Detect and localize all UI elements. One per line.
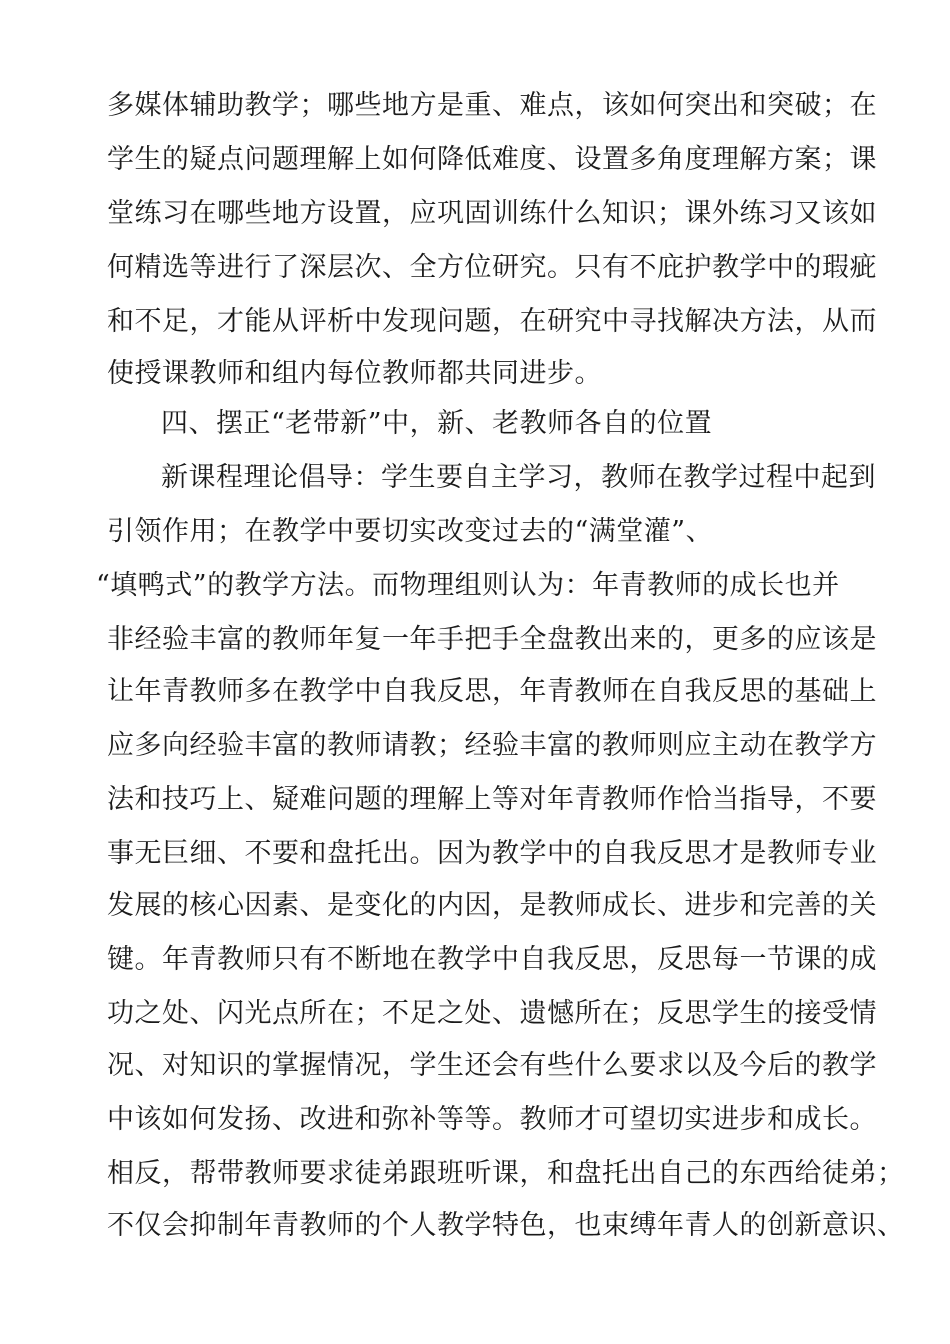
text-line: 使授课教师和组内每位教师都共同进步。 <box>107 358 602 389</box>
text-line: 和不足，才能从评析中发现问题，在研究中寻找解决方法，从而 <box>107 306 877 337</box>
text-line: 新课程理论倡导：学生要自主学习，教师在教学过程中起到 <box>161 462 876 493</box>
text-line: 何精选等进行了深层次、全方位研究。只有不庇护教学中的瑕疵 <box>107 252 877 283</box>
text-line: 发展的核心因素、是变化的内因，是教师成长、进步和完善的关 <box>107 890 877 921</box>
text-line: 事无巨细、不要和盘托出。因为教学中的自我反思才是教师专业 <box>107 838 877 869</box>
text-line: 让年青教师多在教学中自我反思，年青教师在自我反思的基础上 <box>107 676 877 707</box>
text-line: 况、对知识的掌握情况，学生还会有些什么要求以及今后的教学 <box>107 1050 877 1081</box>
text-line: 功之处、闪光点所在；不足之处、遗憾所在；反思学生的接受情 <box>107 998 877 1029</box>
text-line: 相反，帮带教师要求徒弟跟班听课，和盘托出自己的东西给徒弟； <box>107 1158 905 1189</box>
text-line: 法和技巧上、疑难问题的理解上等对年青教师作恰当指导，不要 <box>107 784 877 815</box>
text-line: “填鸭式”的教学方法。而物理组则认为：年青教师的成长也并 <box>96 570 840 601</box>
text-line: 多媒体辅助教学；哪些地方是重、难点，该如何突出和突破；在 <box>107 90 877 121</box>
text-line: 引领作用；在教学中要切实改变过去的“满堂灌”、 <box>107 516 714 547</box>
text-line: 键。年青教师只有不断地在教学中自我反思，反思每一节课的成 <box>107 944 877 975</box>
text-line: 非经验丰富的教师年复一年手把手全盘教出来的，更多的应该是 <box>107 624 877 655</box>
text-line: 中该如何发扬、改进和弥补等等。教师才可望切实进步和成长。 <box>107 1104 877 1135</box>
section-heading: 四、摆正“老带新”中，新、老教师各自的位置 <box>161 408 713 439</box>
text-line: 不仅会抑制年青教师的个人教学特色，也束缚年青人的创新意识、 <box>107 1210 905 1241</box>
text-line: 应多向经验丰富的教师请教；经验丰富的教师则应主动在教学方 <box>107 730 877 761</box>
text-line: 学生的疑点问题理解上如何降低难度、设置多角度理解方案；课 <box>107 144 877 175</box>
text-line: 堂练习在哪些地方设置，应巩固训练什么知识；课外练习又该如 <box>107 198 877 229</box>
